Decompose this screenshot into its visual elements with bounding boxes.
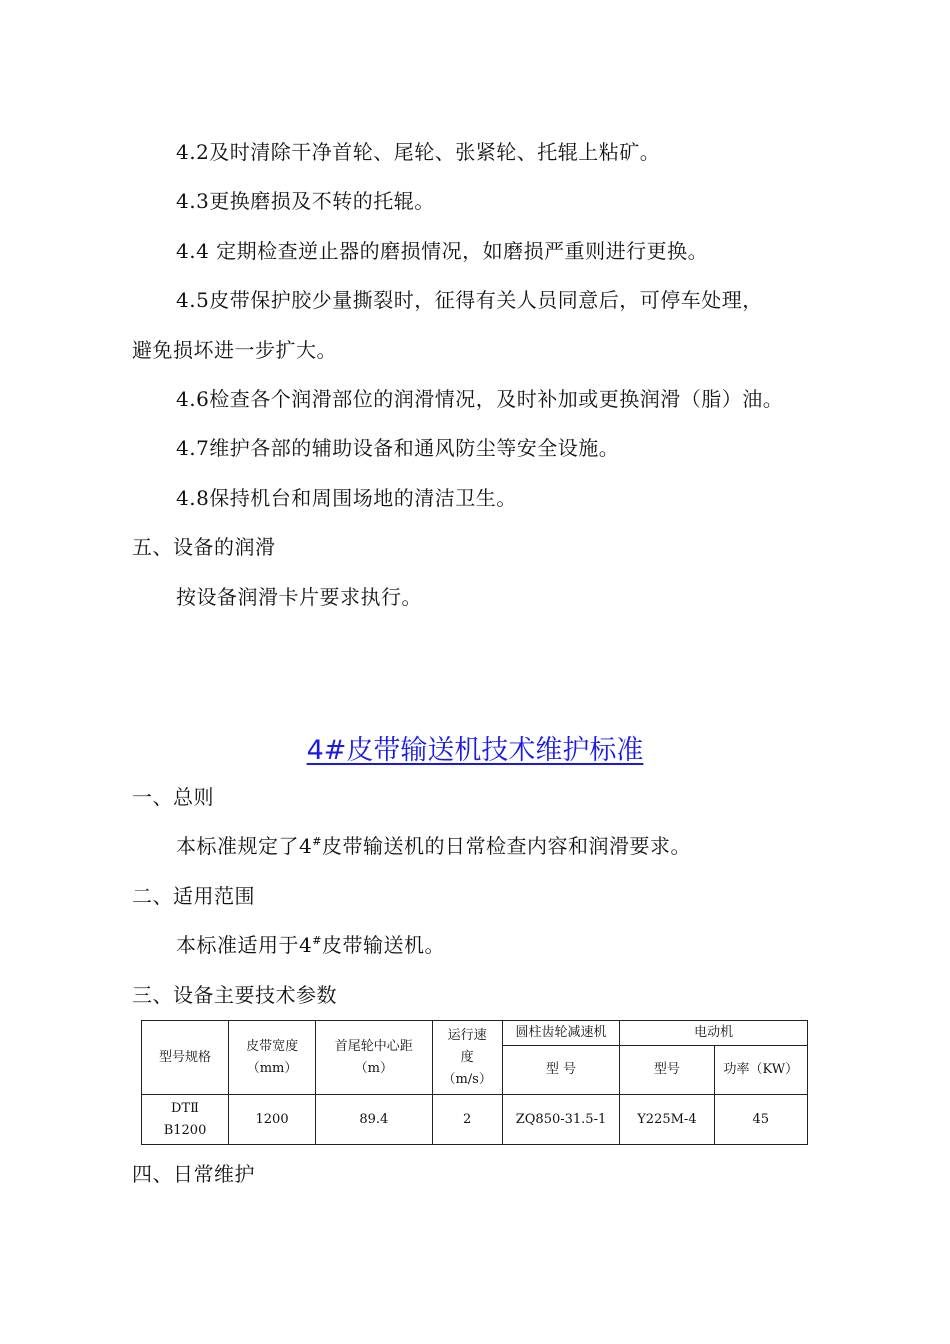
section5-body: 按设备润滑卡片要求执行。: [176, 585, 422, 609]
tech-params-table: [141, 1020, 808, 1145]
item-4-6: 4.6检查各个润滑部位的润滑情况，及时补加或更换润滑（脂）油。: [176, 387, 784, 411]
cell-belt-width: 1200: [229, 1095, 316, 1145]
item-4-3: 4.3更换磨损及不转的托辊。: [176, 189, 435, 213]
header-speed: 运行速 度 （m/s）: [432, 1021, 502, 1095]
item-4-7: 4.7维护各部的辅助设备和通风防尘等安全设施。: [176, 436, 620, 460]
cell-motor-power: 45: [714, 1095, 807, 1145]
section1-body: [176, 832, 691, 860]
section2-heading: 二、适用范围: [132, 884, 255, 908]
header-reducer-type: 型 号: [502, 1046, 619, 1095]
cell-model: DTⅡ B1200: [142, 1095, 229, 1145]
section3-heading: 三、设备主要技术参数: [132, 983, 337, 1007]
section1-body-pre: 本标准规定了4: [176, 834, 313, 858]
header-belt-width: 皮带宽度 （mm）: [229, 1021, 316, 1095]
item-4-5: 4.5皮带保护胶少量撕裂时，征得有关人员同意后，可停车处理，: [176, 288, 763, 312]
section2-body-pre: 本标准适用于4: [176, 933, 313, 957]
header-reducer: 圆柱齿轮减速机: [502, 1021, 619, 1046]
item-4-2: 4.2及时清除干净首轮、尾轮、张紧轮、托辊上粘矿。: [176, 140, 661, 164]
section1-body-post: 皮带输送机的日常检查内容和润滑要求。: [321, 834, 691, 858]
section4-heading: 四、日常维护: [132, 1162, 255, 1186]
section1-heading: 一、总则: [132, 785, 214, 809]
section2-sup: #: [312, 934, 322, 947]
cell-center-distance: 89.4: [316, 1095, 432, 1145]
item-4-4: 4.4 定期检查逆止器的磨损情况，如磨损严重则进行更换。: [176, 239, 709, 263]
document-title: 4#皮带输送机技术维护标准: [306, 735, 644, 766]
section2-body-post: 皮带输送机。: [321, 933, 445, 957]
section2-body: [176, 931, 445, 959]
item-4-5-cont: 避免损坏进一步扩大。: [132, 338, 337, 362]
header-center-distance: 首尾轮中心距 （m）: [316, 1021, 432, 1095]
header-motor: 电动机: [620, 1021, 808, 1046]
item-4-8: 4.8保持机台和周围场地的清洁卫生。: [176, 486, 517, 510]
header-model: 型号规格: [142, 1021, 229, 1095]
header-motor-power: 功率（KW）: [714, 1046, 807, 1095]
cell-speed: 2: [432, 1095, 502, 1145]
header-motor-type: 型号: [620, 1046, 714, 1095]
section1-sup: #: [312, 835, 322, 848]
section5-heading: 五、设备的润滑: [132, 535, 276, 559]
cell-reducer: ZQ850-31.5-1: [502, 1095, 619, 1145]
cell-motor-type: Y225M-4: [620, 1095, 714, 1145]
